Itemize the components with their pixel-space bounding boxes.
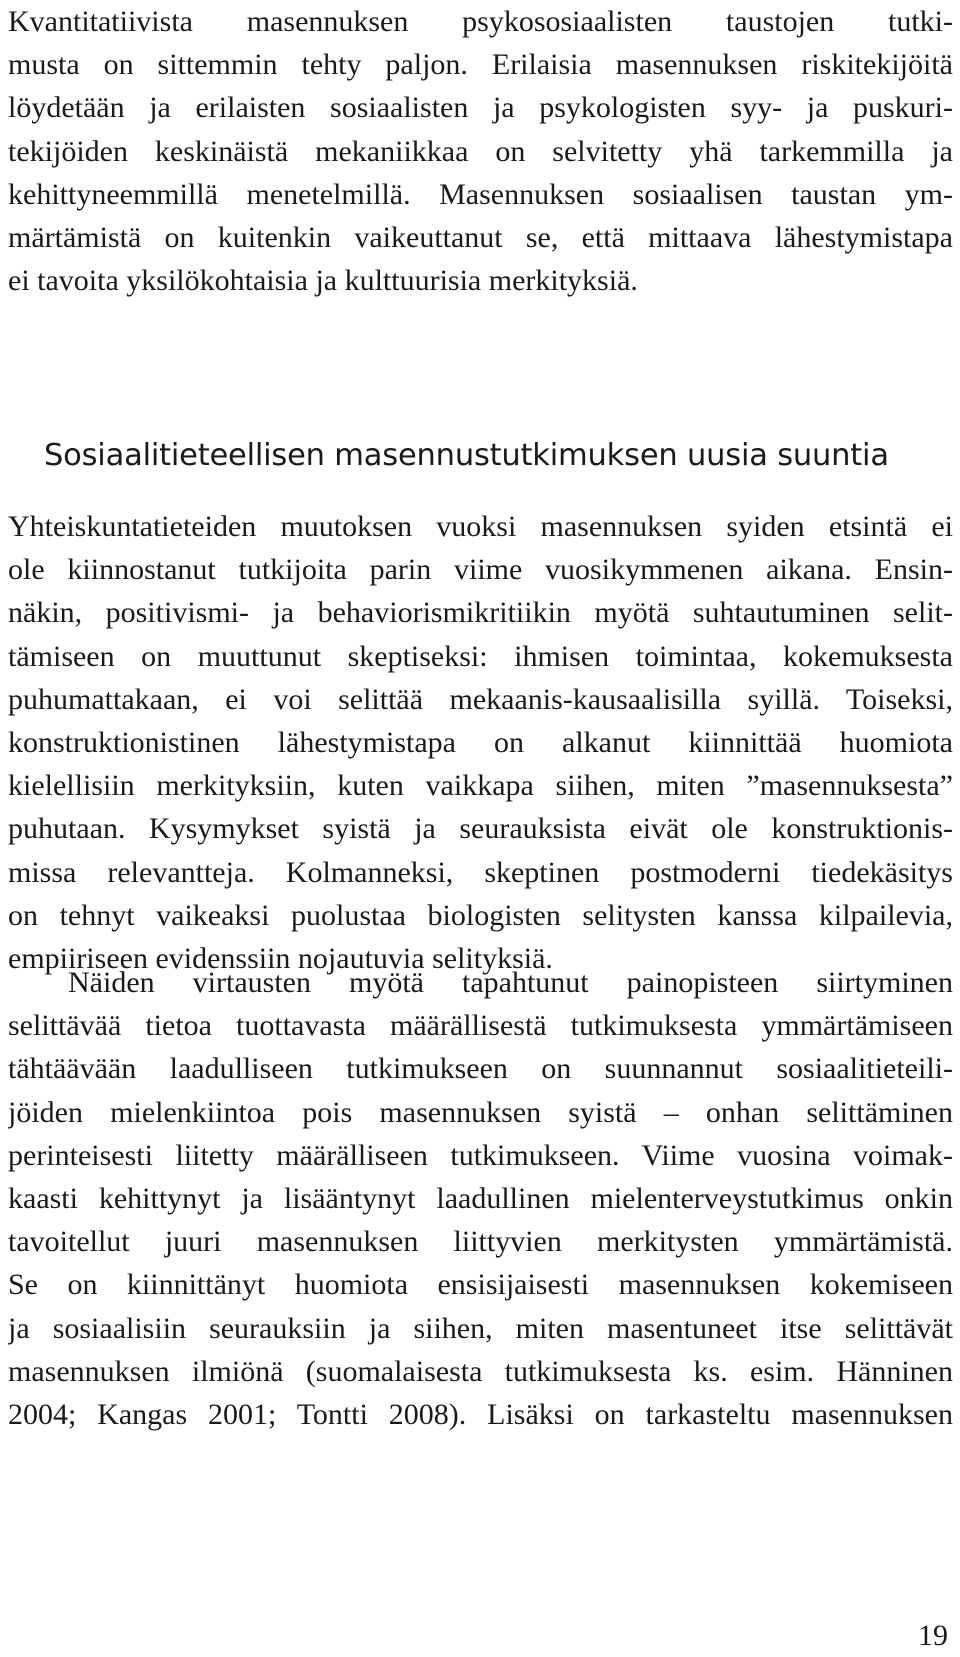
text-line: märtämistä on kuitenkin vaikeuttanut se, että mittaava lähestymistapa <box>8 221 953 255</box>
text-line: tavoitellut juuri masennuksen liittyvien merkitysten ymmärtämistä. <box>8 1225 953 1259</box>
text-line: Kvantitatiivista masennuksen psykososiaalisten taustojen tutki- <box>8 5 953 38</box>
text-line: tähtäävään laadulliseen tutkimukseen on suunnannut sosiaalitieteili- <box>8 1052 953 1086</box>
paragraph-3 <box>8 961 953 1436</box>
text-line: musta on sittemmin tehty paljon. Erilaisia masennuksen riskitekijöitä <box>8 48 953 82</box>
text-line: ei tavoita yksilökohtaisia ja kulttuurisia merkityksiä. <box>8 264 638 298</box>
text-line: tämiseen on muuttunut skeptiseksi: ihmisen toimintaa, kokemuksesta <box>8 639 953 673</box>
text-line: kielellisiin merkityksiin, kuten vaikkapa siihen, miten ”masennuksesta” <box>8 769 953 803</box>
text-line: löydetään ja erilaisten sosiaalisten ja psykologisten syy- ja puskuri- <box>8 91 953 125</box>
text-line: 2004; Kangas 2001; Tontti 2008). Lisäksi on tarkasteltu masennuksen <box>8 1398 953 1432</box>
text-line: näkin, positivismi- ja behaviorismikritiikin myötä suhtautuminen selit- <box>8 596 953 630</box>
text-line: masennuksen ilmiönä (suomalaisesta tutkimuksesta ks. esim. Hänninen <box>8 1354 953 1388</box>
text-line: kehittyneemmillä menetelmillä. Masennuksen sosiaalisen taustan ym- <box>8 177 953 211</box>
text-line: empiiriseen evidenssiin nojautuvia selityksiä. <box>8 942 553 976</box>
text-line: Se on kiinnittänyt huomiota ensisijaisesti masennuksen kokemiseen <box>8 1268 953 1302</box>
text-line: perinteisesti liitetty määrälliseen tutkimukseen. Viime vuosina voimak- <box>8 1138 953 1172</box>
text-line: tekijöiden keskinäistä mekaniikkaa on selvitetty yhä tarkemmilla ja <box>8 134 953 168</box>
text-line: Yhteiskuntatieteiden muutoksen vuoksi masennuksen syiden etsintä ei <box>8 510 953 543</box>
section-heading: Sosiaalitieteellisen masennustutkimuksen uusia suuntia <box>44 438 889 473</box>
page-number: 19 <box>918 1619 948 1652</box>
text-line: missa relevantteja. Kolmanneksi, skeptinen postmoderni tiedekäsitys <box>8 855 953 889</box>
text-line: kaasti kehittynyt ja lisääntynyt laadullinen mielenterveystutkimus onkin <box>8 1182 953 1216</box>
paragraph-1 <box>8 0 953 302</box>
text-line: Näiden virtausten myötä tapahtunut painopisteen siirtyminen <box>68 966 953 999</box>
text-line: ole kiinnostanut tutkijoita parin viime vuosikymmenen aikana. Ensin- <box>8 553 953 587</box>
text-line: ja sosiaalisiin seurauksiin ja siihen, miten masentuneet itse selittävät <box>8 1311 953 1345</box>
text-line: puhutaan. Kysymykset syistä ja seurauksista eivät ole konstruktionis- <box>8 812 953 846</box>
text-line: on tehnyt vaikeaksi puolustaa biologisten selitysten kanssa kilpailevia, <box>8 898 953 932</box>
text-line: puhumattakaan, ei voi selittää mekaanis-kausaalisilla syillä. Toiseksi, <box>8 682 953 716</box>
text-line: jöiden mielenkiintoa pois masennuksen syistä – onhan selittäminen <box>8 1095 953 1129</box>
text-line: selittävää tietoa tuottavasta määrällisestä tutkimuksesta ymmärtämiseen <box>8 1009 953 1043</box>
text-line: konstruktionistinen lähestymistapa on alkanut kiinnittää huomiota <box>8 726 953 760</box>
paragraph-2 <box>8 505 953 980</box>
